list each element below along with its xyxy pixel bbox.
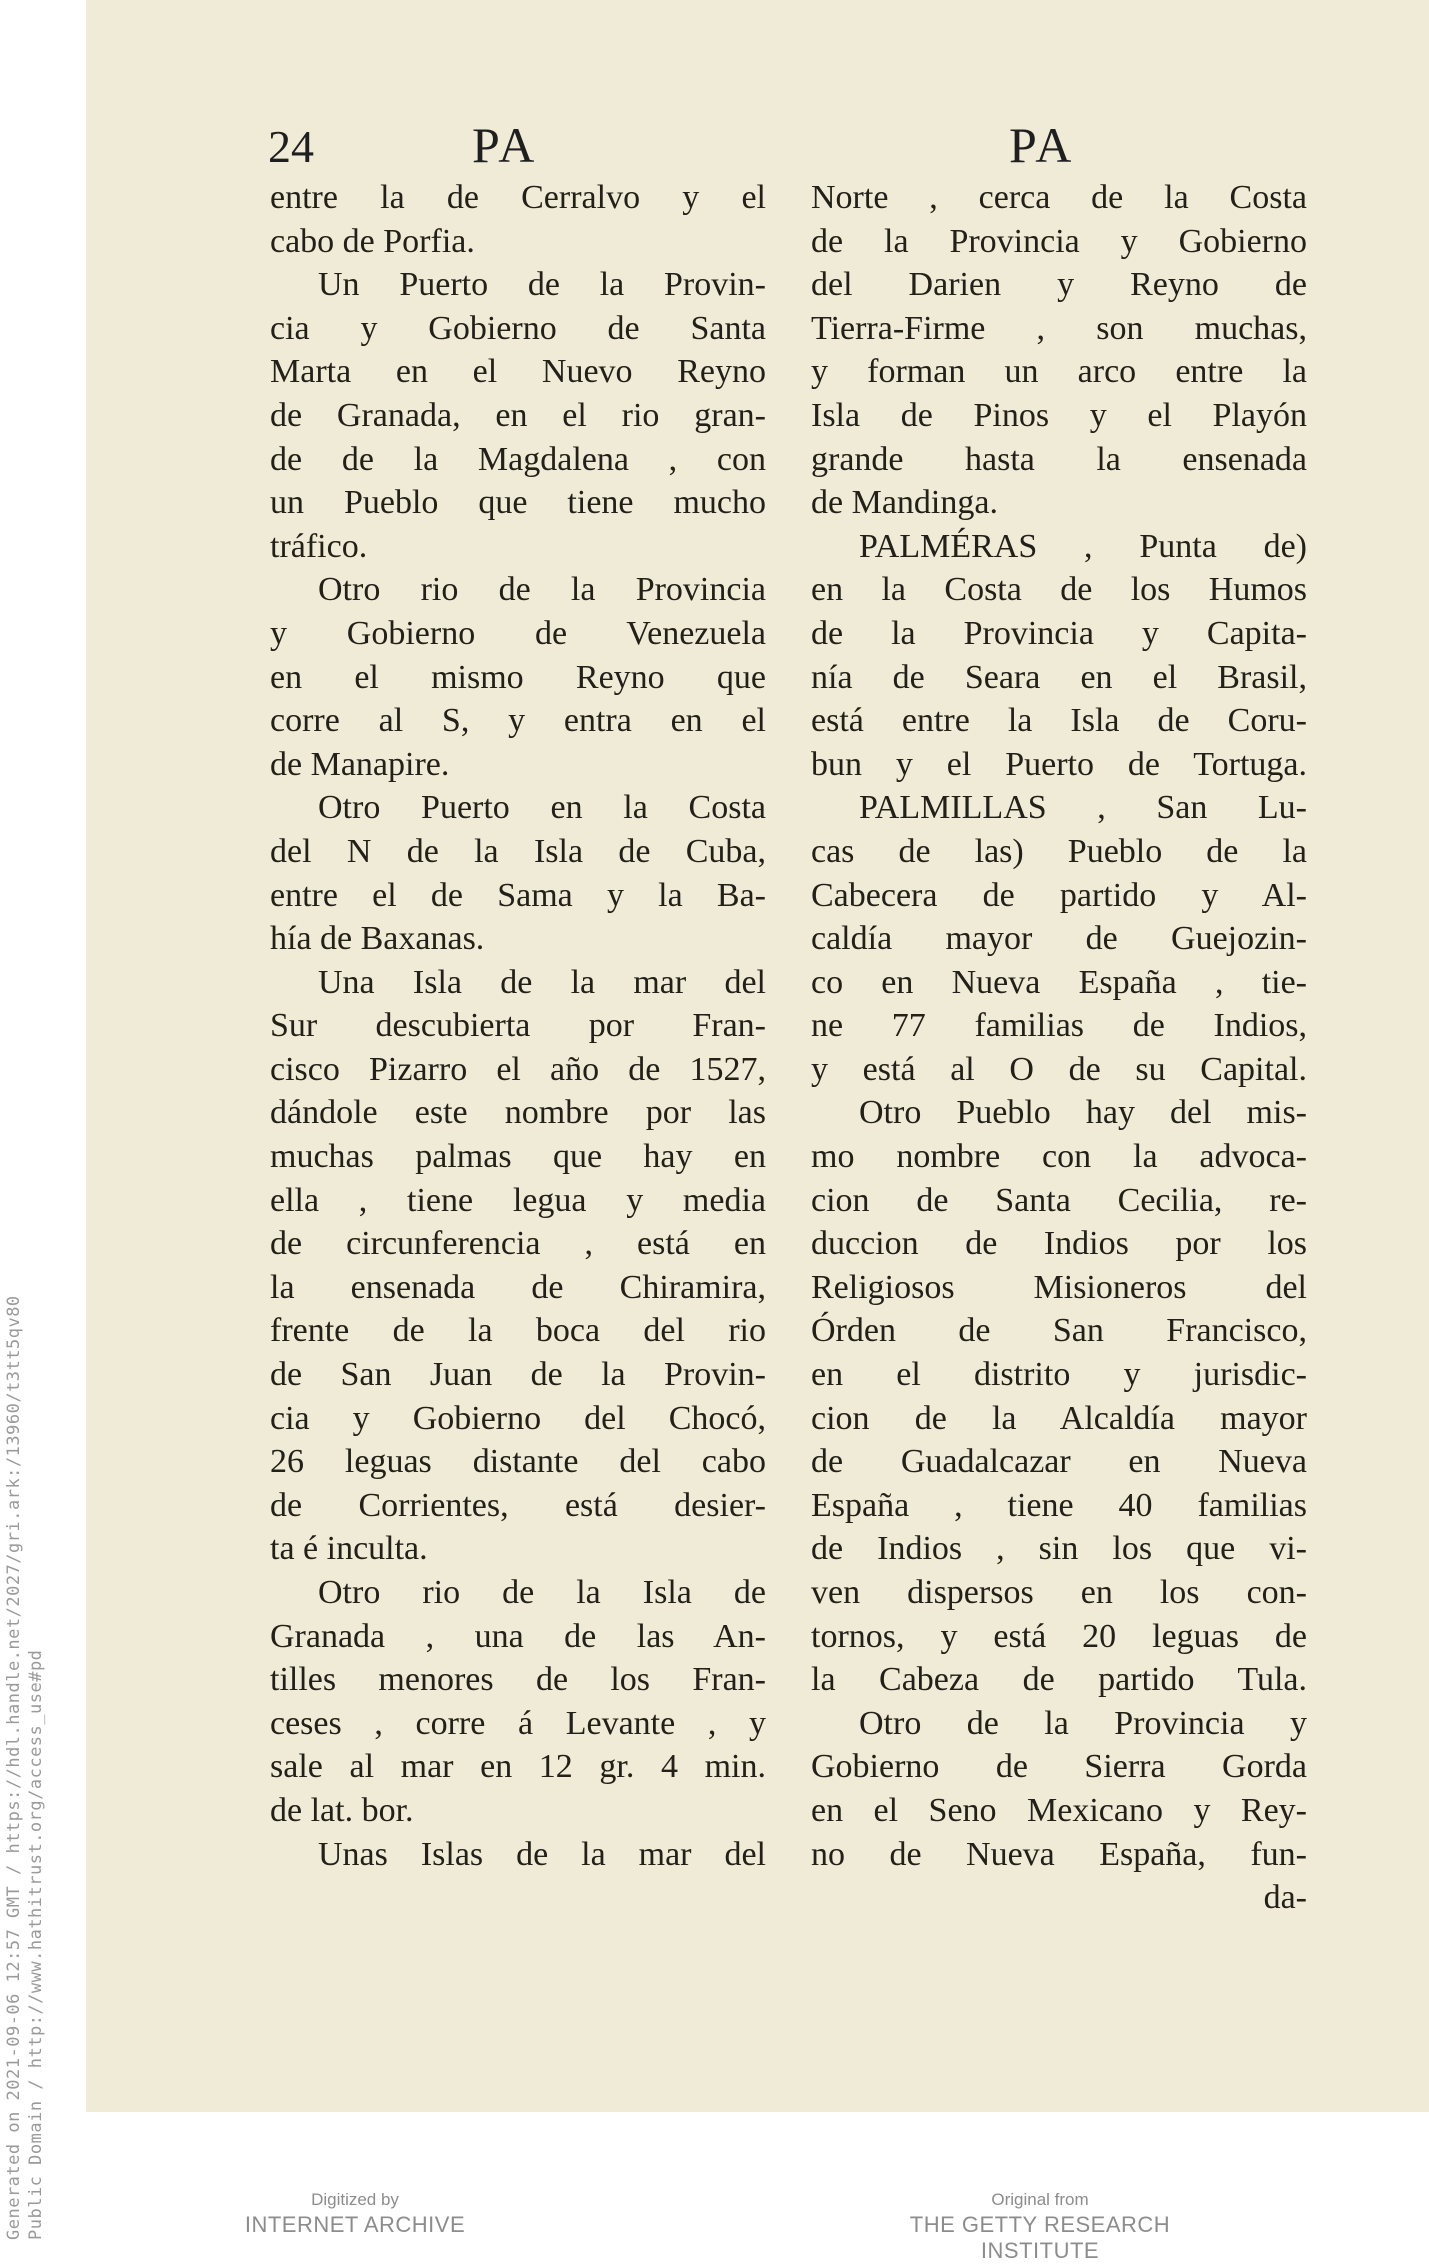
text-line: la Cabeza de partido Tula. [811,1661,1307,1699]
text-line: mo nombre con la advoca- [811,1138,1307,1176]
getty-institute-label: THE GETTY RESEARCH INSTITUTE [909,2212,1171,2263]
right-text-column [811,176,1307,1920]
text-line: cia y Gobierno del Chocó, [270,1399,766,1437]
page-header [0,117,1429,180]
text-line: tornos, y está 20 leguas de [811,1617,1307,1655]
text-line: de circunferencia , está en [270,1225,766,1263]
text-line: Gobierno de Sierra Gorda [811,1748,1307,1786]
text-line: Un Puerto de la Provin- [318,266,766,304]
page-footer [0,2190,1429,2263]
text-line: en el distrito y jurisdic- [811,1356,1307,1394]
text-line: PALMÉRAS , Punta de) [859,527,1307,565]
text-line: frente de la boca del rio [270,1312,766,1350]
internet-archive-label: INTERNET ARCHIVE [244,2212,466,2237]
text-line: España , tiene 40 familias [811,1486,1307,1524]
text-line: ta é inculta. [270,1530,428,1568]
text-line: Granada , una de las An- [270,1617,766,1655]
text-line: del Darien y Reyno de [811,266,1307,304]
text-line: 26 leguas distante del cabo [270,1443,766,1481]
text-line: co en Nueva España , tie- [811,963,1307,1001]
text-line: cabo de Porfia. [270,222,475,260]
text-line: está entre la Isla de Coru- [811,702,1307,740]
text-line: ella , tiene legua y media [270,1181,766,1219]
digitized-by-label: Digitized by [311,2190,399,2209]
text-line: cas de las) Pueblo de la [811,832,1307,870]
text-line: de lat. bor. [270,1791,414,1829]
text-line: de Granada, en el rio gran- [270,396,766,434]
text-line: cisco Pizarro el año de 1527, [270,1050,766,1088]
text-line: Una Isla de la mar del [318,963,766,1001]
text-line: sale al mar en 12 gr. 4 min. [270,1748,766,1786]
text-line: no de Nueva España, fun- [811,1835,1307,1873]
text-line: hía de Baxanas. [270,920,485,958]
text-line: y Gobierno de Venezuela [270,614,766,652]
text-line: Religiosos Misioneros del [811,1268,1307,1306]
text-line: en el Seno Mexicano y Rey- [811,1791,1307,1829]
running-head-right: PA [1009,117,1075,173]
text-line: muchas palmas que hay en [270,1138,766,1176]
text-line: ceses , corre á Levante , y [270,1704,766,1742]
text-line: Cabecera de partido y Al- [811,876,1307,914]
hathitrust-stamp [0,1080,70,2240]
text-line: cia y Gobierno de Santa [270,309,766,347]
text-line: cion de Santa Cecilia, re- [811,1181,1307,1219]
catchword: da- [1263,1879,1307,1917]
text-line: de San Juan de la Provin- [270,1356,766,1394]
text-line: Sur descubierta por Fran- [270,1007,766,1045]
text-line: y está al O de su Capital. [811,1050,1307,1088]
text-line: de la Provincia y Capita- [811,614,1307,652]
page-number: 24 [268,121,314,172]
text-line: Marta en el Nuevo Reyno [270,353,766,391]
text-line: y forman un arco entre la [811,353,1307,391]
text-line: caldía mayor de Guejozin- [811,920,1307,958]
text-line: de de la Magdalena , con [270,440,766,478]
text-line: tráfico. [270,527,368,565]
text-line: nía de Seara en el Brasil, [811,658,1307,696]
text-line: ven dispersos en los con- [811,1574,1307,1611]
text-line: de Indios , sin los que vi- [811,1530,1307,1568]
left-text-column [270,176,766,1876]
text-line: de Mandinga. [811,484,998,522]
text-line: Unas Islas de la mar del [318,1835,766,1873]
text-line: bun y el Puerto de Tortuga. [811,745,1307,783]
text-line: tilles menores de los Fran- [270,1661,766,1699]
text-line: duccion de Indios por los [811,1225,1307,1263]
text-line: corre al S, y entra en el [270,702,766,740]
text-line: ne 77 familias de Indios, [811,1007,1307,1045]
digitized-by-credit [200,2190,510,2238]
original-from-label: Original from [991,2190,1089,2209]
text-line: de Corrientes, está desier- [270,1486,766,1524]
text-line: dándole este nombre por las [270,1094,766,1132]
text-line: Órden de San Francisco, [811,1312,1307,1350]
text-line: Otro de la Provincia y [859,1704,1307,1742]
text-line: Isla de Pinos y el Playón [811,396,1307,434]
text-line: entre la de Cerralvo y el [270,179,766,216]
text-line: cion de la Alcaldía mayor [811,1399,1307,1437]
text-line: Otro Puerto en la Costa [318,789,766,827]
text-line: en la Costa de los Humos [811,571,1307,609]
running-head-left: PA [472,117,538,173]
text-line: un Pueblo que tiene mucho [270,484,766,522]
text-line: grande hasta la ensenada [811,440,1307,478]
original-from-credit [860,2190,1220,2264]
text-line: Otro rio de la Provincia [318,571,766,609]
text-line: de Manapire. [270,745,450,783]
text-line: en el mismo Reyno que [270,658,766,696]
stamp-public-domain-line: Public Domain / http://www.hathitrust.org/access_use#pd [26,1649,46,2240]
stamp-generated-line: Generated on 2021-09-06 12:57 GMT / https://hdl.handle.net/2027/gri.ark:/13960/t3tt5qv80 [4,1295,24,2240]
text-line: la ensenada de Chiramira, [270,1268,766,1306]
text-line: de Guadalcazar en Nueva [811,1443,1307,1481]
text-line: Tierra-Firme , son muchas, [811,309,1307,347]
text-line: entre el de Sama y la Ba- [270,876,766,914]
text-line: Norte , cerca de la Costa [811,179,1307,216]
text-line: PALMILLAS , San Lu- [859,789,1307,827]
text-line: Otro rio de la Isla de [318,1574,766,1611]
text-line: del N de la Isla de Cuba, [270,832,766,870]
text-line: Otro Pueblo hay del mis- [859,1094,1307,1132]
text-line: de la Provincia y Gobierno [811,222,1307,260]
